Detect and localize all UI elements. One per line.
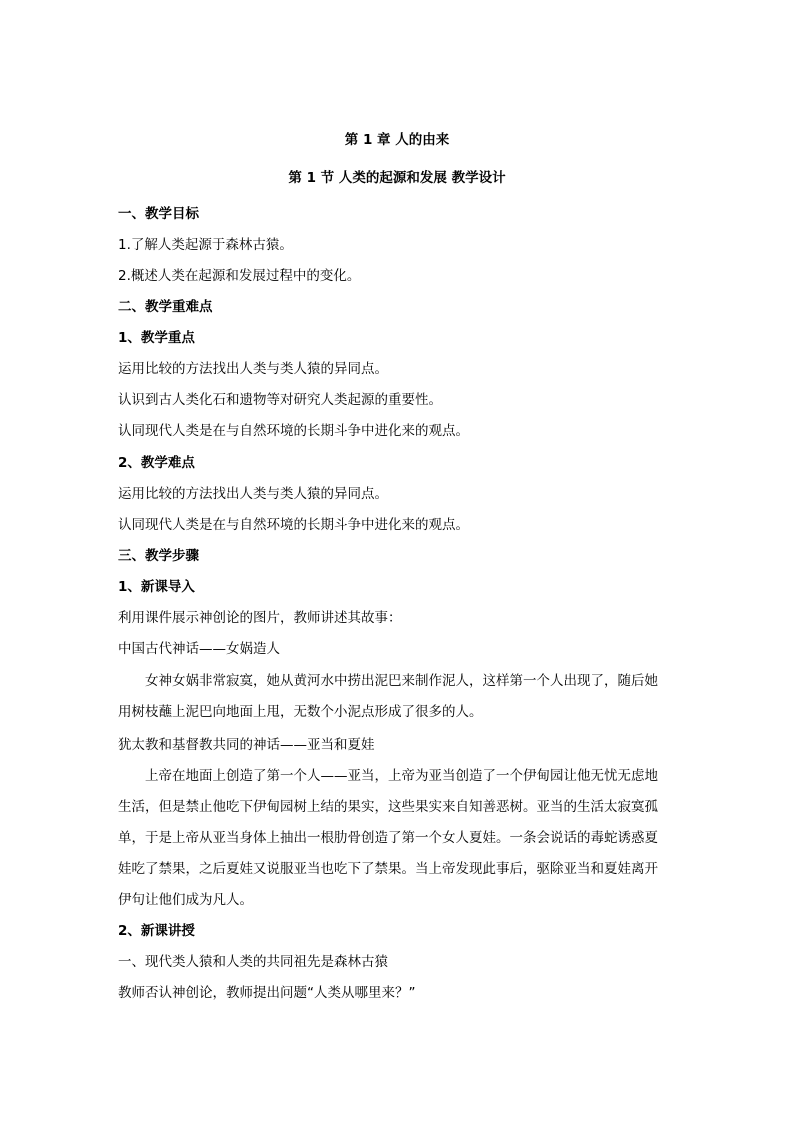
myth-paragraph-line: 伊句让他们成为凡人。: [118, 892, 253, 908]
myth-paragraph-line: 单，于是上帝从亚当身体上抽出一根肋骨创造了第一个女人夏娃。一条会说话的毒蛇诱惑夏: [118, 830, 658, 846]
difficult-point-item: 认同现代人类是在与自然环境的长期斗争中进化来的观点。: [118, 517, 469, 533]
myth-title: 犹太教和基督教共同的神话——亚当和夏娃: [118, 737, 375, 753]
heading-key-points: 1、教学重点: [118, 330, 195, 346]
key-point-item: 认识到古人类化石和遗物等对研究人类起源的重要性。: [118, 392, 442, 408]
myth-paragraph-line: 用树枝蘸上泥巴向地面上甩，无数个小泥点形成了很多的人。: [118, 704, 483, 720]
heading-difficult-points: 2、教学难点: [118, 455, 195, 471]
lesson-line: 教师否认神创论，教师提出问题“人类从哪里来？”: [118, 985, 416, 1001]
myth-paragraph-line: 上帝在地面上创造了第一个人——亚当，上帝为亚当创造了一个伊甸园让他无忧无虑地: [145, 768, 658, 784]
heading-objectives: 一、教学目标: [118, 206, 199, 222]
intro-line: 利用课件展示神创论的图片，教师讲述其故事：: [118, 610, 402, 626]
heading-intro: 1、新课导入: [118, 579, 195, 595]
section-title: 第 1 节 人类的起源和发展 教学设计: [288, 170, 506, 186]
myth-paragraph-line: 女神女娲非常寂寞，她从黄河水中捞出泥巴来制作泥人，这样第一个人出现了，随后她: [145, 673, 658, 689]
chapter-title: 第 1 章 人的由来: [344, 132, 450, 148]
objective-item: 2.概述人类在起源和发展过程中的变化。: [118, 268, 361, 284]
objective-item: 1.了解人类起源于森林古猿。: [118, 237, 293, 253]
myth-paragraph-line: 生活，但是禁止他吃下伊甸园树上结的果实，这些果实来自知善恶树。亚当的生活太寂寞孤: [118, 799, 658, 815]
key-point-item: 运用比较的方法找出人类与类人猿的异同点。: [118, 361, 388, 377]
myth-title: 中国古代神话——女娲造人: [118, 641, 280, 657]
myth-paragraph-line: 娃吃了禁果，之后夏娃又说服亚当也吃下了禁果。当上帝发现此事后，驱除亚当和夏娃离开: [118, 861, 658, 877]
lesson-subheading: 一、现代类人猿和人类的共同祖先是森林古猿: [118, 954, 388, 970]
difficult-point-item: 运用比较的方法找出人类与类人猿的异同点。: [118, 486, 388, 502]
heading-steps: 三、教学步骤: [118, 548, 199, 564]
heading-new-lesson: 2、新课讲授: [118, 923, 195, 939]
heading-key-difficult: 二、教学重难点: [118, 299, 213, 315]
key-point-item: 认同现代人类是在与自然环境的长期斗争中进化来的观点。: [118, 423, 469, 439]
